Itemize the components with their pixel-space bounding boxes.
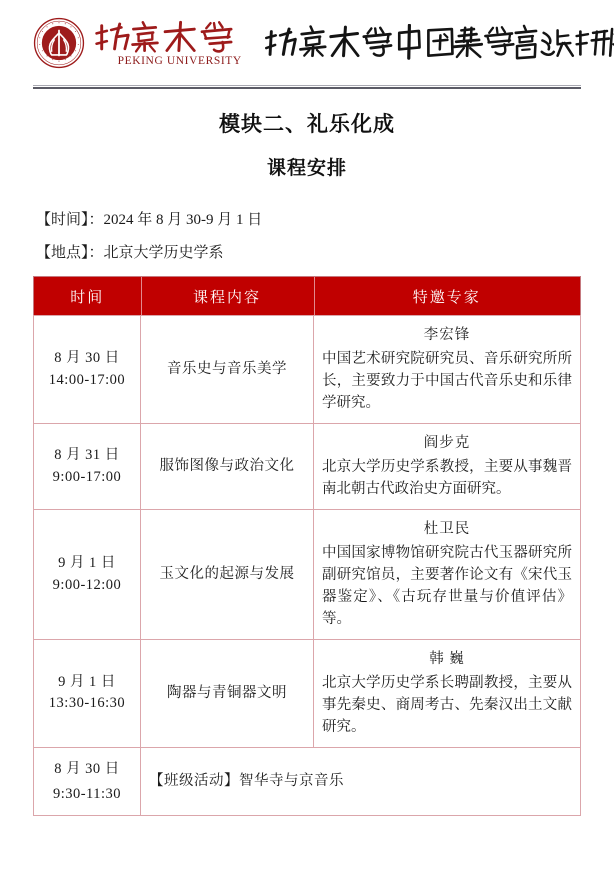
expert-name: 阎步克 [423,435,471,452]
expert-bio: 北京大学历史学系长聘副教授，主要从事先秦史、商周考古、先秦汉出土文献研究。 [322,674,572,735]
page-title: 模块二、礼乐化成 [219,113,395,136]
expert-name: 杜卫民 [423,521,471,538]
row-date: 8 月 30 日 [54,760,120,777]
expert-bio: 中国艺术研究院研究员、音乐研究所所长，主要致力于中国古代音乐史和乐律学研究。 [322,351,572,412]
meta-time: 【时间】：2024 年 8 月 30-9 月 1 日 [36,211,263,228]
expert-bio: 中国国家博物馆研究院古代玉器研究所副研究馆员，主要著作论文有《宋代玉器鉴定》、《古玩存世量与价值评估》等。 [322,544,572,627]
table-row [34,510,581,640]
cell-course: 玉文化的起源与发展 [141,510,314,640]
row-time-range: 9:30-11:30 [52,785,122,802]
expert-bio: 北京大学历史学系教授，主要从事魏晋南北朝古代政治史方面研究。 [322,459,572,498]
row-date: 9 月 1 日 [58,673,116,690]
column-header-expert: 特邀专家 [314,277,581,316]
row-date: 9 月 1 日 [58,554,116,571]
cell-time [34,747,141,815]
row-time-range: 13:30-16:30 [48,695,126,712]
expert-name: 韩 巍 [429,651,465,668]
title-block [0,90,614,181]
expert-name: 李宏锋 [423,327,471,344]
cell-course: 陶器与青铜器文明 [141,640,314,748]
pku-logo [33,17,265,69]
row-date: 8 月 30 日 [54,350,120,367]
schedule-table [33,276,581,816]
page-subtitle: 课程安排 [266,158,347,180]
table-row [34,640,581,748]
cell-time [34,424,141,510]
row-time-range: 14:00-17:00 [48,371,126,388]
cell-time [34,316,141,424]
schedule-table-body [34,316,581,816]
cell-course: 音乐史与音乐美学 [141,316,314,424]
row-time-range: 9:00-17:00 [52,468,122,485]
pku-chinese-wordmark [94,18,265,54]
cell-activity: 【班级活动】智华寺与京音乐 [141,747,581,815]
table-row-activity [34,747,581,815]
program-calligraphy-title [265,24,614,62]
masthead-divider-thin [33,85,581,86]
row-date: 8 月 31 日 [54,446,120,463]
table-header-row [34,277,581,316]
schedule-table-container [0,276,614,816]
pku-english-wordmark: PEKING UNIVERSITY [117,55,242,68]
cell-expert [314,424,581,510]
cell-time [34,640,141,748]
cell-expert [314,640,581,748]
cell-time [34,510,141,640]
cell-expert [314,510,581,640]
table-row [34,316,581,424]
column-header-course: 课程内容 [141,277,314,316]
cell-course: 服饰图像与政治文化 [141,424,314,510]
row-time-range: 9:00-12:00 [52,576,122,593]
cell-expert [314,316,581,424]
table-row [34,424,581,510]
pku-seal-icon [33,17,85,69]
meta-block [0,211,614,263]
meta-place: 【地点】：北京大学历史学系 [36,244,224,261]
schedule-table-head [34,277,581,316]
masthead-divider-thick [33,87,581,89]
column-header-time: 时间 [34,277,141,316]
masthead [0,0,614,90]
